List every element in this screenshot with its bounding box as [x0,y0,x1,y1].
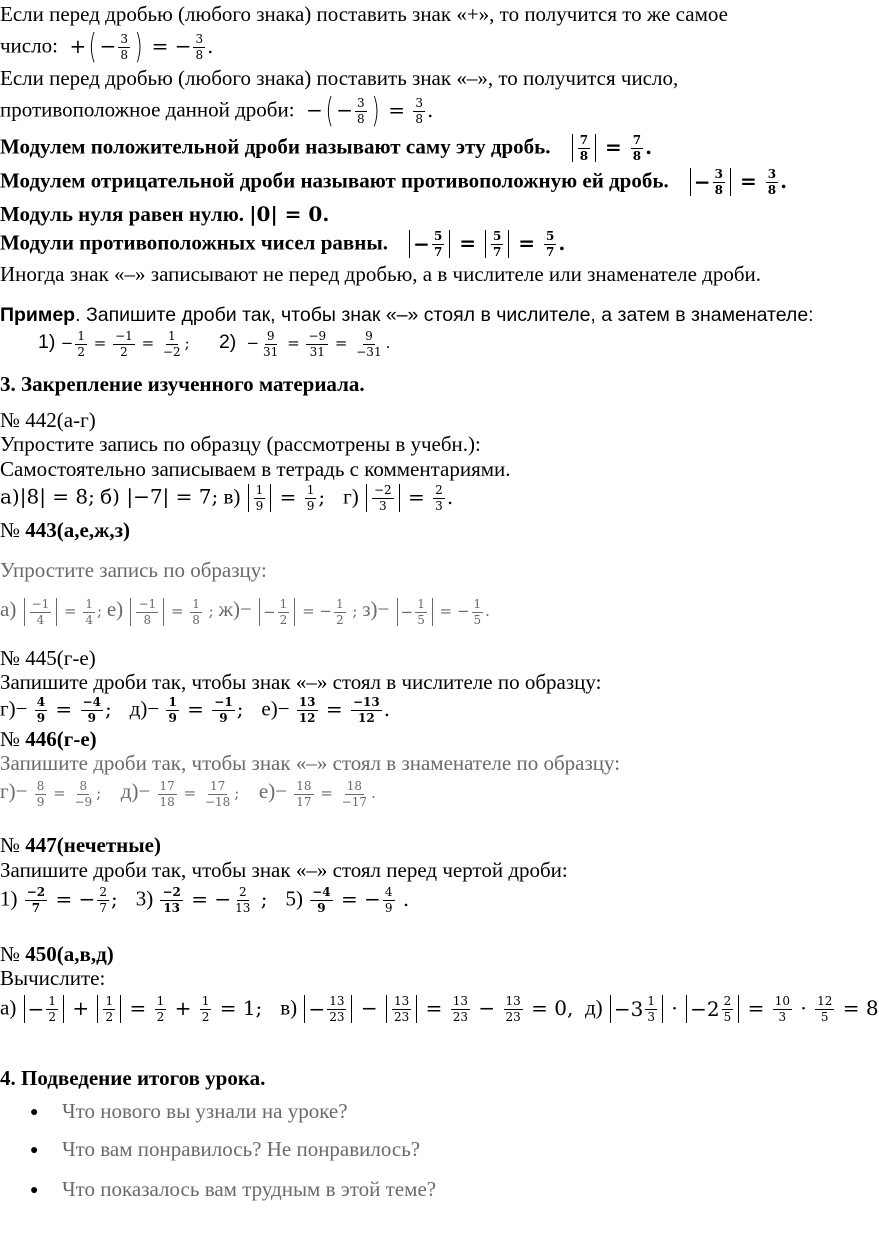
ex445-title: № 445(г-е) [0,646,96,670]
bullet-icon: ● [30,1105,39,1120]
ex450-formulas: а) − $\frac{1}{2}$ + $\frac{1}{2}$ = $\frac{1}{2}$ + $\frac{1}{2}$ = 1; в) − $\frac{13}{23}$ − $\frac{13}{23}$ = $\frac{13}{23}$ − $\frac{13}{23}$ = 0, д) −3 $\frac{1}{3}$ · −2 $\frac{2}{5}$ = $\frac{10}{3}$ · $\frac{12}{5}$ = 8 [0,994,879,1024]
section-4-title: 4. Подведение итогов урока. [0,1066,266,1090]
summary-question-3: Что показалось вам трудным в этой теме? [62,1177,437,1201]
theory-line-4: противоположное данной дроби: −( − $\frac{3}{8}$ ) = $\frac{3}{8}$ . [0,91,434,131]
formula-plus: +( − $\frac{3}{8}$ ) = − $\frac{3}{8}$ . [63,27,214,67]
ex446-line-1: Запишите дроби так, чтобы знак «–» стоял в знаменателе по образцу: [0,751,621,775]
ex442-line-1: Упростите запись по образцу (рассмотрены в учебн.): [0,432,481,456]
ex446-title: № 446(г-е) [0,727,97,751]
ex443-title: № 443(а,е,ж,з) [0,518,131,542]
theory-line-3: Если перед дробью (любого знака) поставить знак «–», то получится число, [0,66,679,90]
summary-question-1: Что нового вы узнали на уроке? [62,1099,348,1123]
ex443-formulas: а) $\frac{-1}{4}$ = $\frac{1}{4}$ ; е) $\frac{-1}{8}$ = $\frac{1}{8}$ ; ж)− − $\frac{1}{2}$ = − $\frac{1}{2}$ ; з)− − $\frac{1}{5}$ = − $\frac{1}{5}$ . [0,597,490,627]
theory-note: Иногда знак «–» записывают не перед дробью, а в числителе или знаменателе дроби. [0,262,762,286]
section-3-title: 3. Закрепление изученного материала. [0,372,365,396]
theory-line-1: Если перед дробью (любого знака) поставить знак «+», то получится то же самое [0,2,728,26]
ex445-formulas: г)− $\frac{4}{9}$ = $\frac{-4}{9}$ ; д)− $\frac{1}{9}$ = $\frac{-1}{9}$ ; е)− $\frac{13}{12}$ = $\frac{-13}{12}$ . [0,695,391,725]
definition-negative: Модулем отрицательной дроби называют противоположную ей дробь. − $\frac{3}{8}$ = $\frac{3}{8}$ . [0,167,788,197]
formula-minus: −( − $\frac{3}{8}$ ) = $\frac{3}{8}$ . [299,91,434,131]
theory-line-2: число: +( − $\frac{3}{8}$ ) = − $\frac{3}{8}$ . [0,27,214,67]
ex442-formulas: а)|8| = 8; б) |−7| = 7; в) $\frac{1}{9}$ = $\frac{1}{9}$ ; г) $\frac{-2}{3}$ = $\frac{2}{3}$ . [0,483,454,513]
definition-positive: Модулем положительной дроби называют саму эту дробь. $\frac{7}{8}$ = $\frac{7}{8}$ . [0,133,653,163]
bullet-icon: ● [30,1143,39,1158]
ex442-title: № 442(а-г) [0,408,96,432]
ex450-title: № 450(а,в,д) [0,942,114,966]
ex447-title: № 447(нечетные) [0,833,161,857]
ex442-line-2: Самостоятельно записываем в тетрадь с комментариями. [0,457,511,481]
ex443-line-1: Упростите запись по образцу: [0,558,267,582]
example-formulas: 1) − $\frac{1}{2}$ = $\frac{-1}{2}$ = $\frac{1}{-2}$ ; 2) − $\frac{9}{31}$ = $\frac{-9}{31}$ = $\frac{9}{-31}$ . [38,329,391,359]
bullet-icon: ● [30,1183,39,1198]
ex446-formulas: г)− $\frac{8}{9}$ = $\frac{8}{-9}$ ; д)− $\frac{17}{18}$ = $\frac{17}{-18}$ ; е)− $\frac{18}{17}$ = $\frac{18}{-17}$ . [0,779,376,809]
ex445-line-1: Запишите дроби так, чтобы знак «–» стоял в числителе по образцу: [0,670,602,694]
definition-opposite: Модули противоположных чисел равны. − $\frac{5}{7}$ = $\frac{5}{7}$ = $\frac{5}{7}$ . [0,229,566,259]
ex450-line-1: Вычислите: [0,966,106,990]
example-heading: Пример. Запишите дроби так, чтобы знак «–» стоял в числителе, а затем в знаменателе: [0,304,814,326]
summary-question-2: Что вам понравилось? Не понравилось? [62,1137,421,1161]
ex447-formulas: 1) $\frac{-2}{7}$ = − $\frac{2}{7}$ ; 3) $\frac{-2}{13}$ = − $\frac{2}{13}$ ; 5) $\frac{-4}{9}$ = − $\frac{4}{9}$ . [0,885,410,915]
ex447-line-1: Запишите дроби так, чтобы знак «–» стоял перед чертой дроби: [0,858,568,882]
definition-zero: Модуль нуля равен нулю. |0| = 0. [0,202,330,226]
